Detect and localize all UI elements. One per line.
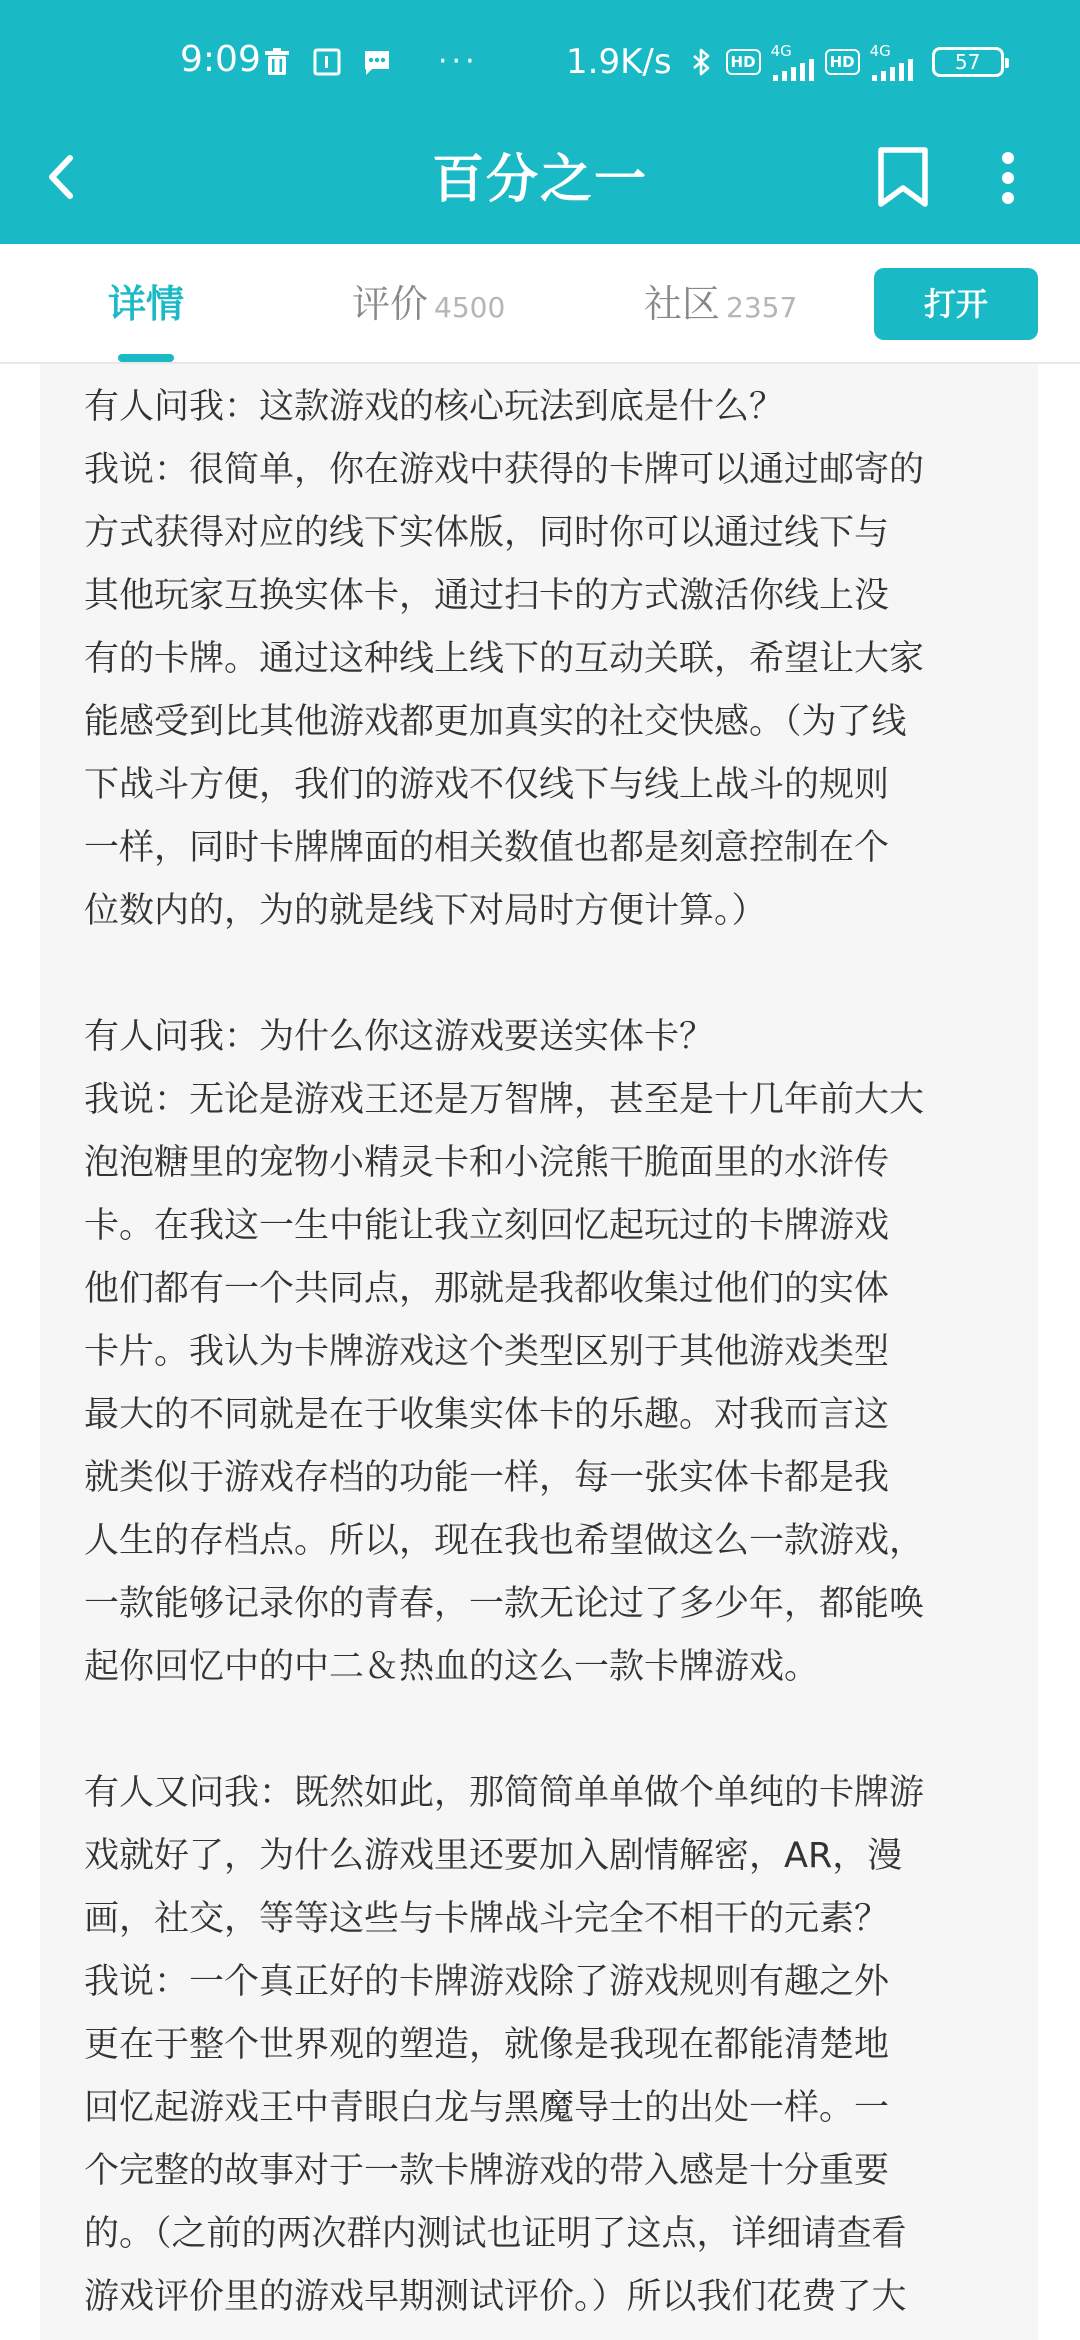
open-button[interactable]: 打开: [874, 268, 1038, 340]
description-paragraph: 有人又问我：既然如此，那简简单单做个单纯的卡牌游 戏就好了，为什么游戏里还要加入剧情解密，AR，漫 画，社交，等等这些与卡牌战斗完全不相干的元素？ 我说：一个真正好的卡牌游戏除了游戏规则有趣之外 更在于整个世界观的塑造，就像是我现在都能清楚地 回忆起游戏王中青眼白龙与黑魔导士的出处一样。一 个完整的故事对于一款卡牌游戏的带入感是十分重要 的。（之前的两次群内测试也证明了这点，详细请查看 游戏评价里的游戏早期测试评价。）所以我们花费了大: [84, 1773, 925, 2317]
tab-community-count: 2357: [726, 291, 798, 324]
status-time: 9:09: [180, 39, 261, 80]
signal-icon-2: [870, 59, 914, 81]
hd-badge-2: HD: [825, 49, 860, 75]
bluetooth-icon: [686, 47, 716, 77]
signal-indicator-2: [870, 43, 914, 81]
network-speed: 1.9K/s: [566, 42, 672, 82]
more-vertical-icon[interactable]: [978, 140, 1038, 216]
message-icon: [362, 47, 392, 77]
tab-details-label: 详情: [108, 282, 185, 326]
tab-community-label: 社区: [644, 282, 721, 326]
description-paragraph: 有人问我：这款游戏的核心玩法到底是什么？ 我说：很简单，你在游戏中获得的卡牌可以通过邮寄的 方式获得对应的线下实体版，同时你可以通过线下与 其他玩家互换实体卡，通过扫卡的方式激活你线上没 有的卡牌。通过这种线上线下的互动关联，希望让大家 能感受到比其他游戏都更加真实的社交快感。（为了线 下战斗方便，我们的游戏不仅线下与线上战斗的规则 一样，同时卡牌牌面的相关数值也都是刻意控制在个 位数内的，为的就是线下对局时方便计算。）: [84, 387, 925, 931]
game-description: [40, 364, 1038, 2340]
sim-icon: [312, 47, 342, 77]
tab-details[interactable]: [108, 280, 184, 328]
more-dots-icon: ···: [438, 44, 479, 79]
network-type-label-2: 4G: [869, 42, 891, 60]
hd-badge: HD: [726, 49, 761, 75]
signal-indicator-1: [771, 43, 815, 81]
battery-icon: 57: [932, 47, 1004, 77]
app-bar: [0, 124, 1080, 244]
signal-icon: [771, 59, 815, 81]
tab-reviews[interactable]: [352, 280, 505, 332]
status-system-icons: [566, 38, 1004, 86]
tab-reviews-label: 评价: [352, 282, 429, 326]
status-bar: [0, 0, 1080, 124]
tab-bar: [0, 244, 1080, 364]
description-paragraph: 有人问我：为什么你这游戏要送实体卡？ 我说：无论是游戏王还是万智牌，甚至是十几年前大大 泡泡糖里的宠物小精灵卡和小浣熊干脆面里的水浒传 卡。在我这一生中能让我立刻回忆起玩过的卡牌游戏 他们都有一个共同点，那就是我都收集过他们的实体 卡片。我认为卡牌游戏这个类型区别于其他游戏类型 最大的不同就是在于收集实体卡的乐趣。对我而言这 就类似于游戏存档的功能一样，每一张实体卡都是我 人生的存档点。所以，现在我也希望做这么一款游戏， 一款能够记录你的青春，一款无论过了多少年，都能唤 起你回忆中的中二＆热血的这么一款卡牌游戏。: [84, 1017, 925, 1687]
tab-community[interactable]: [644, 280, 797, 332]
status-notification-icons: [262, 44, 479, 80]
page-title: 百分之一: [431, 150, 648, 210]
tab-reviews-count: 4500: [434, 291, 506, 324]
tab-indicator: [118, 354, 174, 362]
bookmark-icon[interactable]: [868, 140, 938, 216]
network-type-label: 4G: [770, 42, 792, 60]
trash-icon: [262, 47, 292, 77]
